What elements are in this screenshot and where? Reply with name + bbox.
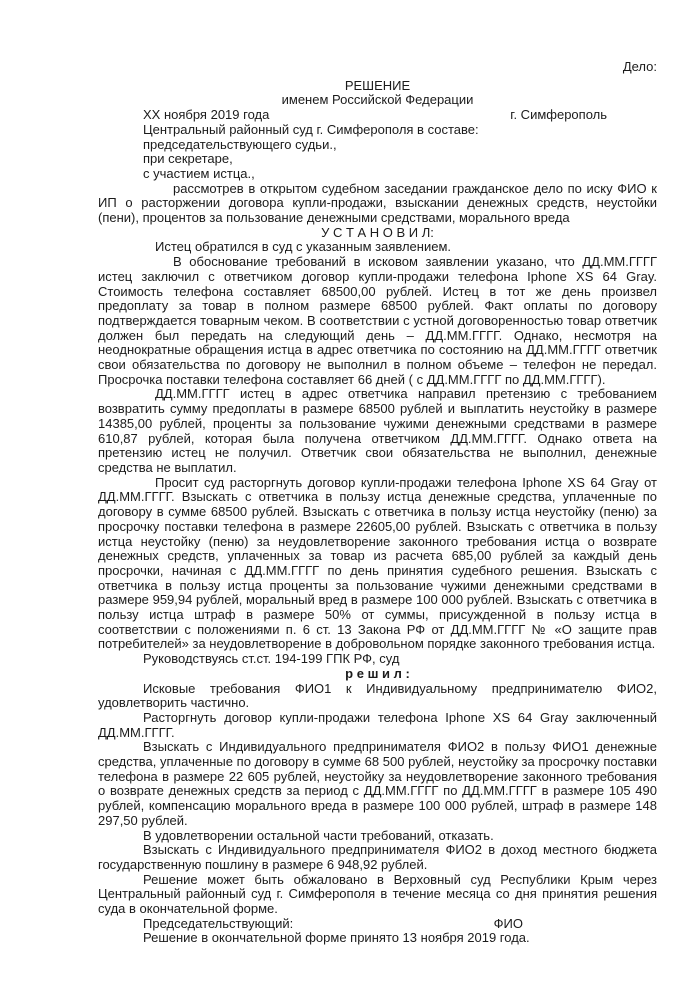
ruling-paragraph: Исковые требования ФИО1 к Индивидуальному предпринимателю ФИО2, удовлетворить частично.: [98, 680, 657, 711]
established-paragraph: В обоснование требований в исковом заявлении указано, что ДД.ММ.ГГГГ истец заключил с ответчиком договор купли-продажи телефона Iphone XS 64 Gray. Стоимость телефона составляет 68500,00 рублей. Истец в тот же день произвел предоплату за товар в полном размере 68500 рублей. Факт оплаты по договору подтверждается товарным чеком. В соответствии с устной договоренностью товар ответчик должен был передать на следующий день – ДД.ММ.ГГГГ. Однако, несмотря на неоднократные обращения истца в адрес ответчика по состоянию на ДД.ММ.ГГГГ ответчик свои обязательства по договору не выполнил в полном объеме – телефон не передал. Просрочка поставки телефона составляет 66 дней ( с ДД.ММ.ГГГГ по ДД.ММ.ГГГГ).: [98, 254, 657, 387]
presiding-judge-label: Председательствующий:: [143, 915, 294, 931]
decision-city: г. Симферополь: [510, 107, 607, 123]
document-subtitle: именем Российской Федерации: [281, 92, 474, 108]
final-form-date-line: Решение в окончательной форме принято 13 ноября 2019 года.: [143, 930, 530, 946]
court-name-line: Центральный районный суд г. Симферополя в составе:: [143, 121, 479, 137]
case-number-label: Дело:: [622, 59, 657, 74]
ruling-paragraph: Расторгнуть договор купли-продажи телефона Iphone XS 64 Gray заключенный ДД.ММ.ГГГГ.: [98, 709, 657, 740]
established-heading: У С Т А Н О В И Л:: [321, 224, 434, 240]
established-paragraph: Просит суд расторгнуть договор купли-продажи телефона Iphone XS 64 Gray от ДД.ММ.ГГГГ. Взыскать с ответчика в пользу истца денежные средства, уплаченные по договору в сумме 68500 рублей. Взыскать с ответчика в пользу истца неустойку (пеню) за просрочку поставки телефона в размере 22605,00 рублей. Взыскать с ответчика в пользу истца неустойку (пеню) за неудовлетворение законного требования истца о возврате денежных средств, уплаченных за товар из расчета 685,00 рублей за каждый день просрочки, начиная с ДД.ММ.ГГГГ по день принятия судебного решения. Взыскать с ответчика в пользу истца проценты за пользование чужими денежными средствами в размере 959,94 рублей, моральный вред в размере 100 000 рублей. Взыскать с ответчика в пользу истца штраф в размере 50% от суммы, присужденной в пользу истца в соответствии с положениями п. 6 ст. 13 Закона РФ от ДД.ММ.ГГГГ № «О защите прав потребителей» за неудовлетворение в добровольном порядке законного требования истца.: [98, 474, 657, 652]
decision-date: XX ноября 2019 года: [143, 107, 270, 123]
ruling-paragraph: Взыскать с Индивидуального предпринимателя ФИО2 в доход местного бюджета государственную пошлину в размере 6 948,92 рублей.: [98, 842, 657, 872]
ruling-paragraph: Взыскать с Индивидуального предпринимателя ФИО2 в пользу ФИО1 денежные средства, уплаченные по договору в сумме 68 500 рублей, неустойку за просрочку поставки телефона в размере 22 605 рублей, неустойку за неудовлетворение законного требования о возврате денежных средств за период с ДД.ММ.ГГГГ по ДД.ММ.ГГГГ в размере 105 490 рублей, компенсацию морального вреда в размере 100 000 рублей, штраф в размере 148 297,50 рублей.: [98, 739, 657, 828]
judge-name: ФИО: [493, 915, 523, 931]
intro-paragraph: рассмотрев в открытом судебном заседании гражданское дело по иску ФИО к ИП о расторжении договора купли-продажи, взыскании денежных средств, неустойки (пени), процентов за пользование денежными средствами, морального вреда: [98, 180, 657, 226]
date-place-line: [98, 108, 657, 123]
legal-basis-paragraph: Руководствуясь ст.ст. 194-199 ГПК РФ, суд: [143, 651, 400, 667]
secretary-line: при секретаре,: [143, 151, 233, 167]
presiding-judge-line: председательствующего судьи.,: [143, 136, 337, 152]
ruling-paragraph: Решение может быть обжаловано в Верховный суд Республики Крым через Центральный районный суд г. Симферополя в течение месяца со дня принятия решения суда в окончательной форме.: [98, 871, 657, 917]
established-paragraph: Истец обратился в суд с указанным заявлением.: [155, 239, 452, 255]
ruling-paragraph: В удовлетворении остальной части требований, отказать.: [143, 827, 494, 843]
signature-line: [98, 917, 657, 932]
plaintiff-participation-line: с участием истца.,: [143, 165, 255, 181]
ruling-heading: р е ш и л :: [345, 665, 410, 681]
established-paragraph: ДД.ММ.ГГГГ истец в адрес ответчика направил претензию с требованием возвратить сумму предоплаты в размере 68500 рублей и выплатить неустойку в размере 14385,00 рублей, проценты за пользование чужими денежными средствами в размере 610,87 рублей, которая была получена ответчиком ДД.ММ.ГГГГ. Однако ответа на претензию истец не получил. Ответчик свои обязательства не выполнил, денежные средства не выплатил.: [98, 386, 657, 475]
document-title: РЕШЕНИЕ: [344, 77, 411, 93]
